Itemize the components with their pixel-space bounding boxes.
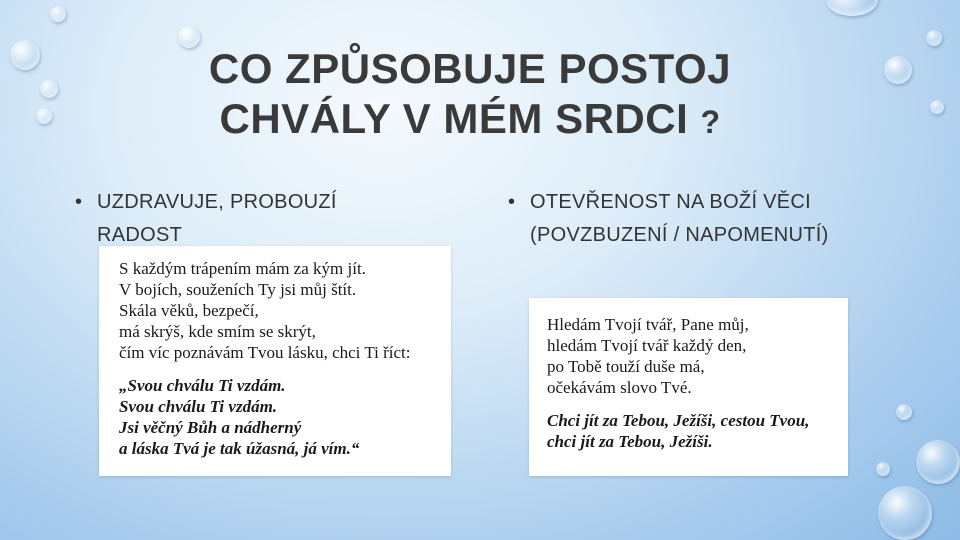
water-drop-decoration <box>884 56 912 84</box>
left-bullet-text: UZDRAVUJE, PROBOUZÍ RADOST <box>97 191 337 246</box>
water-drop-decoration <box>36 108 52 124</box>
bullet-dot-icon: • <box>75 191 83 213</box>
lyric-line: očekávám slovo Tvé. <box>547 378 692 397</box>
title-question-mark: ? <box>700 104 721 140</box>
lyric-line: Chci jít za Tebou, Ježíši, cestou Tvou, <box>547 411 810 430</box>
left-lyrics-card <box>99 246 451 476</box>
lyric-line: Skála věků, bezpečí, <box>119 301 259 320</box>
right-lyrics-card <box>529 298 848 476</box>
bullet-dot-icon: • <box>508 191 516 213</box>
left-lyrics-verse <box>119 258 437 363</box>
lyric-line: chci jít za Tebou, Ježíši. <box>547 432 713 451</box>
left-lyrics-chorus <box>119 375 437 459</box>
water-drop-decoration <box>896 404 912 420</box>
lyric-line: po Tobě touží duše má, <box>547 357 705 376</box>
right-lyrics-verse <box>547 314 834 398</box>
water-drop-decoration <box>878 486 932 540</box>
title-line-2: CHVÁLY V MÉM SRDCI <box>219 95 689 142</box>
slide-title <box>150 44 790 147</box>
water-drop-decoration <box>926 30 942 46</box>
lyric-line: Svou chválu Ti vzdám. <box>119 397 278 416</box>
lyric-line: „Svou chválu Ti vzdám. <box>119 376 286 395</box>
title-line-1: CO ZPŮSOBUJE POSTOJ <box>208 45 732 92</box>
lyric-line: a láska Tvá je tak úžasná, já vím.“ <box>119 439 360 458</box>
right-bullet-text: OTEVŘENOST NA BOŽÍ VĚCI (POVZBUZENÍ / NAPOMENUTÍ) <box>530 191 829 246</box>
right-bullet <box>508 186 908 252</box>
water-drop-decoration <box>916 440 960 484</box>
lyric-line: čím víc poznávám Tvou lásku, chci Ti říct: <box>119 343 411 362</box>
lyric-line: Hledám Tvojí tvář, Pane můj, <box>547 315 749 334</box>
water-drop-decoration <box>826 0 878 16</box>
water-drop-decoration <box>876 462 890 476</box>
water-drop-decoration <box>50 6 66 22</box>
lyric-line: má skrýš, kde smím se skrýt, <box>119 322 316 341</box>
water-drop-decoration <box>40 80 58 98</box>
water-drop-decoration <box>10 40 40 70</box>
lyric-line: Jsi věčný Bůh a nádherný <box>119 418 302 437</box>
lyric-line: V bojích, souženích Ty jsi můj štít. <box>119 280 357 299</box>
lyric-line: S každým trápením mám za kým jít. <box>119 259 366 278</box>
water-drop-decoration <box>930 100 944 114</box>
lyric-line: hledám Tvojí tvář každý den, <box>547 336 747 355</box>
left-bullet <box>75 186 405 252</box>
right-lyrics-chorus <box>547 410 834 452</box>
